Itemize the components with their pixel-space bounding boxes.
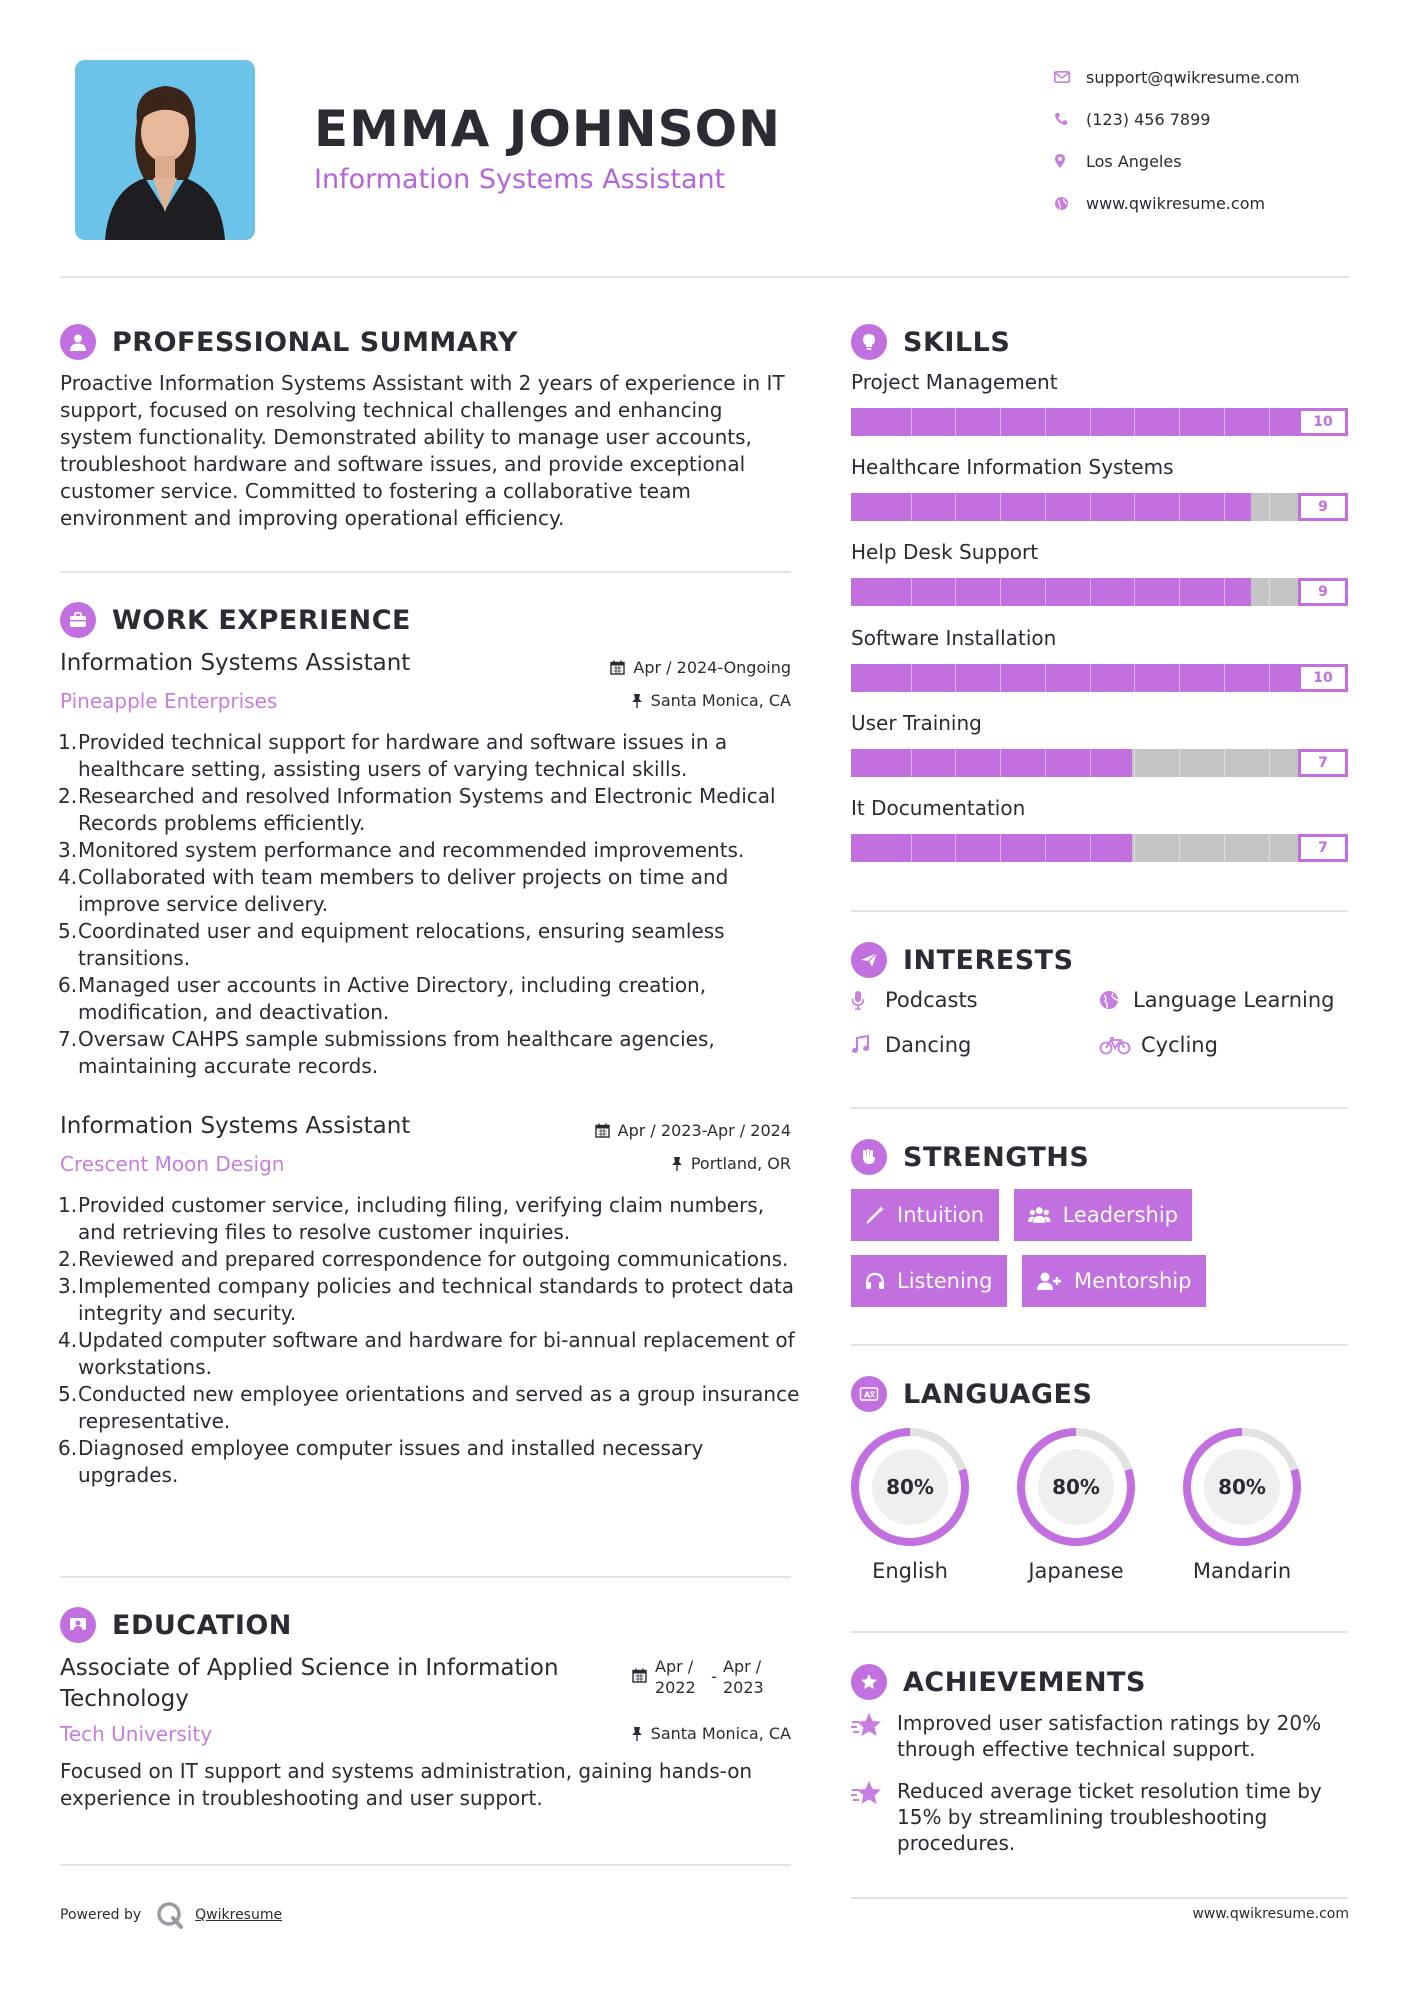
skill-bar-segment	[955, 664, 956, 692]
skill-name: User Training	[851, 711, 982, 735]
powered-by-label: Powered by	[60, 1907, 142, 1923]
skill-score: 10	[1298, 408, 1348, 436]
skill-bar-segment	[1045, 834, 1046, 862]
interest-label: Language Learning	[1133, 988, 1335, 1012]
contact-phone[interactable]	[1050, 98, 1370, 140]
contact-email[interactable]	[1050, 56, 1370, 98]
interest-dancing	[851, 1033, 971, 1057]
strength-listening	[851, 1255, 1007, 1307]
pushpin-icon	[631, 693, 643, 708]
candidate-name: EMMA JOHNSON	[314, 100, 781, 158]
interest-label: Podcasts	[885, 988, 978, 1012]
achievements-heading	[851, 1664, 1146, 1700]
paper-plane-icon	[851, 942, 887, 978]
list-item: Provided technical support for hardware and software issues in a healthcare setting, assisting users of varying technical skills.	[78, 730, 728, 781]
skill-bar	[851, 834, 1348, 862]
skill-bar-segment	[1179, 408, 1180, 436]
job-2-title: Information Systems Assistant	[60, 1113, 411, 1139]
contact-location-text: Los Angeles	[1086, 151, 1182, 171]
job-2-location	[671, 1154, 791, 1173]
summary-heading	[60, 324, 518, 360]
skill-name: Help Desk Support	[851, 540, 1039, 564]
achievement-text: Improved user satisfaction ratings by 20% through effective technical support.	[897, 1711, 1322, 1761]
skill-bar-segment	[1000, 834, 1001, 862]
skill-bar-segment	[1090, 749, 1091, 777]
skill-bar-segment	[1179, 578, 1180, 606]
language-ring	[1177, 1422, 1307, 1556]
education-dates	[632, 1656, 773, 1698]
skill-bar-segment	[1134, 408, 1135, 436]
interest-label: Cycling	[1141, 1033, 1218, 1057]
magic-wand-icon	[865, 1205, 885, 1225]
interests-title: INTERESTS	[903, 944, 1074, 976]
globe-icon	[1099, 990, 1127, 1010]
microphone-icon	[851, 990, 879, 1010]
education-divider	[60, 1864, 791, 1866]
job-1-duties	[60, 729, 800, 1080]
summary-title: PROFESSIONAL SUMMARY	[112, 326, 519, 358]
strengths-title: STRENGTHS	[903, 1141, 1090, 1173]
calendar-icon	[632, 1668, 647, 1683]
skill-bar	[851, 493, 1348, 521]
user-icon	[60, 324, 96, 360]
skill-bar-segment	[1045, 493, 1046, 521]
skill-bar	[851, 749, 1348, 777]
skill-bar-segment	[1134, 578, 1135, 606]
skill-bar-segment	[1179, 664, 1180, 692]
education-location-text: Santa Monica, CA	[650, 1724, 791, 1743]
list-item: Researched and resolved Information Systems and Electronic Medical Records problems efficiently.	[78, 784, 776, 835]
job-2-location-text: Portland, OR	[690, 1154, 791, 1173]
work-divider	[60, 1576, 791, 1578]
star-icon	[851, 1778, 897, 1856]
job-2-company: Crescent Moon Design	[60, 1152, 285, 1176]
list-item: Conducted new employee orientations and served as a group insurance representative.	[78, 1382, 800, 1433]
skill-bar-segment	[1000, 578, 1001, 606]
star-icon	[851, 1710, 897, 1762]
achievement-text: Reduced average ticket resolution time by 15% by streamlining troubleshooting procedures.	[897, 1779, 1322, 1855]
strength-label: Listening	[897, 1269, 993, 1293]
education-heading	[60, 1607, 292, 1643]
skill-bar-segment	[1045, 749, 1046, 777]
skill-bar-segment	[955, 493, 956, 521]
list-item: Provided customer service, including filing, verifying claim numbers, and retrieving files to resolve customer inquiries.	[78, 1193, 765, 1244]
skill-score: 7	[1298, 834, 1348, 862]
list-item: Collaborated with team members to deliver projects on time and improve service delivery.	[78, 865, 729, 916]
achievements-divider	[851, 1897, 1348, 1899]
contact-website[interactable]	[1050, 182, 1370, 224]
education-end: Apr / 2023	[723, 1657, 764, 1697]
star-badge-icon	[851, 1664, 887, 1700]
music-icon	[851, 1035, 879, 1055]
date-separator: -	[711, 1667, 717, 1686]
profile-photo	[75, 60, 255, 240]
skill-bar-segment	[911, 664, 912, 692]
bicycle-icon	[1099, 1035, 1135, 1055]
job-2-dates	[595, 1121, 791, 1140]
job-1-dates	[610, 658, 791, 677]
skill-bar-segment	[1000, 408, 1001, 436]
skill-bar	[851, 578, 1348, 606]
list-item: Managed user accounts in Active Directory, including creation, modification, and deactivation.	[78, 973, 707, 1024]
skill-bar-segment	[911, 493, 912, 521]
skill-bar-segment	[911, 834, 912, 862]
qwikresume-logo-icon	[155, 1900, 185, 1930]
candidate-title: Information Systems Assistant	[314, 164, 726, 195]
fist-icon	[851, 1139, 887, 1175]
skill-bar-segment	[1134, 749, 1135, 777]
footer-powered-by	[60, 1900, 282, 1930]
skill-bar-segment	[1090, 408, 1091, 436]
skill-bar-segment	[1179, 834, 1180, 862]
header-divider	[60, 276, 1349, 278]
strength-label: Intuition	[897, 1203, 985, 1227]
skill-bar-segment	[1134, 664, 1135, 692]
education-start: Apr / 2022	[655, 1657, 696, 1697]
skill-bar-segment	[1090, 578, 1091, 606]
job-1-location-text: Santa Monica, CA	[650, 691, 791, 710]
achievement-item-1	[851, 1710, 1351, 1762]
job-2-dates-text: Apr / 2023-Apr / 2024	[617, 1121, 791, 1140]
map-pin-icon	[1050, 153, 1086, 169]
skill-bar-segment	[1000, 664, 1001, 692]
skill-bar-segment	[1224, 493, 1225, 521]
calendar-icon	[610, 660, 625, 675]
skill-bar-segment	[1000, 749, 1001, 777]
skill-bar-segment	[911, 578, 912, 606]
strength-mentorship	[1022, 1255, 1206, 1307]
achievement-item-2	[851, 1778, 1351, 1856]
language-percent: 80%	[1052, 1475, 1100, 1499]
job-1-location	[631, 691, 791, 710]
education-school: Tech University	[60, 1722, 213, 1746]
job-1-dates-text: Apr / 2024-Ongoing	[633, 658, 791, 677]
strength-label: Leadership	[1062, 1203, 1178, 1227]
users-icon	[1028, 1205, 1051, 1225]
skill-bar-segment	[955, 578, 956, 606]
list-item: Reviewed and prepared correspondence for outgoing communications.	[78, 1247, 789, 1271]
work-heading	[60, 602, 411, 638]
job-1-company: Pineapple Enterprises	[60, 689, 278, 713]
job-2-duties	[60, 1192, 800, 1489]
skill-bar-segment	[1269, 834, 1270, 862]
skill-bar-segment	[1269, 664, 1270, 692]
skill-bar-segment	[1000, 493, 1001, 521]
skill-bar	[851, 408, 1348, 436]
skill-bar-segment	[1224, 834, 1225, 862]
skill-bar-segment	[1045, 664, 1046, 692]
list-item: Diagnosed employee computer issues and installed necessary upgrades.	[78, 1436, 704, 1487]
skill-name: Project Management	[851, 370, 1058, 394]
languages-divider	[851, 1631, 1348, 1633]
skill-bar-segment	[1179, 493, 1180, 521]
skill-bar-segment	[1269, 493, 1270, 521]
skill-bar-segment	[955, 408, 956, 436]
skill-bar-segment	[1269, 749, 1270, 777]
skill-score: 9	[1298, 578, 1348, 606]
list-item: Coordinated user and equipment relocations, ensuring seamless transitions.	[78, 919, 725, 970]
user-plus-icon	[1036, 1271, 1062, 1291]
interests-heading	[851, 942, 1074, 978]
skill-bar-segment	[911, 408, 912, 436]
skill-bar-segment	[1134, 834, 1135, 862]
skill-name: Software Installation	[851, 626, 1057, 650]
skill-bar-segment	[1269, 408, 1270, 436]
interest-language-learning	[1099, 988, 1334, 1012]
languages-title: LANGUAGES	[903, 1378, 1093, 1410]
strengths-divider	[851, 1344, 1348, 1346]
summary-divider	[60, 571, 791, 573]
strength-intuition	[851, 1189, 999, 1241]
skills-divider	[851, 910, 1348, 912]
skill-bar-segment	[1224, 578, 1225, 606]
calendar-icon	[595, 1123, 610, 1138]
skill-bar-fill	[851, 664, 1348, 692]
envelope-icon	[1050, 71, 1086, 83]
education-description: Focused on IT support and systems administration, gaining hands-on experience in troubleshooting and user support.	[60, 1759, 753, 1810]
interests-divider	[851, 1107, 1348, 1109]
list-item: Monitored system performance and recommended improvements.	[78, 838, 745, 862]
skills-title: SKILLS	[903, 326, 1011, 358]
language-name: Mandarin	[1192, 1559, 1292, 1583]
lightbulb-icon	[851, 324, 887, 360]
contact-list	[1050, 56, 1370, 224]
skill-bar-segment	[911, 749, 912, 777]
education-degree: Associate of Applied Science in Information Technology	[60, 1655, 559, 1712]
strength-leadership	[1014, 1189, 1192, 1241]
skill-score: 9	[1298, 493, 1348, 521]
svg-text:A: A	[864, 1390, 871, 1400]
strength-label: Mentorship	[1074, 1269, 1192, 1293]
pushpin-icon	[631, 1726, 643, 1741]
skill-bar-segment	[1090, 834, 1091, 862]
skill-name: Healthcare Information Systems	[851, 455, 1174, 479]
skill-bar-segment	[1045, 408, 1046, 436]
language-percent: 80%	[1218, 1475, 1266, 1499]
language-icon	[851, 1376, 887, 1412]
contact-email-text: support@qwikresume.com	[1086, 67, 1300, 87]
skill-bar-segment	[955, 749, 956, 777]
skill-name: It Documentation	[851, 796, 1026, 820]
phone-icon	[1050, 112, 1086, 126]
job-1-title: Information Systems Assistant	[60, 650, 411, 676]
footer-site[interactable]: www.qwikresume.com	[1192, 1906, 1349, 1922]
interest-label: Dancing	[885, 1033, 972, 1057]
list-item: Oversaw CAHPS sample submissions from healthcare agencies, maintaining accurate records.	[78, 1027, 715, 1078]
skill-bar-segment	[1134, 493, 1135, 521]
briefcase-icon	[60, 602, 96, 638]
work-title: WORK EXPERIENCE	[112, 604, 411, 636]
skill-bar-fill	[851, 408, 1348, 436]
contact-location	[1050, 140, 1370, 182]
education-title: EDUCATION	[112, 1609, 292, 1641]
skill-bar-segment	[1090, 493, 1091, 521]
education-location	[631, 1724, 791, 1743]
strengths-heading	[851, 1139, 1089, 1175]
skill-bar-segment	[1224, 749, 1225, 777]
list-item: Updated computer software and hardware for bi-annual replacement of workstations.	[78, 1328, 795, 1379]
contact-website-text: www.qwikresume.com	[1086, 193, 1266, 213]
summary-text: Proactive Information Systems Assistant with 2 years of experience in IT support, focused on resolving technical challenges and enhancing system functionality. Demonstrated ability to manage user accounts, troubleshoot hardware and software issues, and provide exceptional customer service. Committed to fostering a collaborative team environment and improving operational efficiency.	[60, 371, 785, 530]
skill-bar-segment	[1179, 749, 1180, 777]
skill-bar-segment	[1224, 664, 1225, 692]
skill-bar-segment	[1045, 578, 1046, 606]
list-item: Implemented company policies and technical standards to protect data integrity and security.	[78, 1274, 795, 1325]
globe-icon	[1050, 196, 1086, 211]
skills-heading	[851, 324, 1010, 360]
pushpin-icon	[671, 1156, 683, 1171]
skill-bar-segment	[1224, 408, 1225, 436]
language-ring	[1011, 1422, 1141, 1556]
headphones-icon	[865, 1271, 885, 1291]
language-name: Japanese	[1028, 1559, 1124, 1583]
skill-bar-segment	[1269, 578, 1270, 606]
language-percent: 80%	[886, 1475, 934, 1499]
interest-cycling	[1099, 1033, 1218, 1057]
skill-bar-segment	[955, 834, 956, 862]
graduation-icon	[60, 1607, 96, 1643]
qwikresume-link[interactable]: Qwikresume	[195, 1907, 283, 1923]
skill-bar-segment	[1090, 664, 1091, 692]
contact-phone-text: (123) 456 7899	[1086, 109, 1211, 129]
skill-score: 10	[1298, 664, 1348, 692]
language-ring	[845, 1422, 975, 1556]
interest-podcasts	[851, 988, 978, 1012]
skill-bar	[851, 664, 1348, 692]
achievements-title: ACHIEVEMENTS	[903, 1666, 1146, 1698]
languages-heading	[851, 1376, 1092, 1412]
skill-score: 7	[1298, 749, 1348, 777]
language-name: English	[872, 1559, 948, 1583]
